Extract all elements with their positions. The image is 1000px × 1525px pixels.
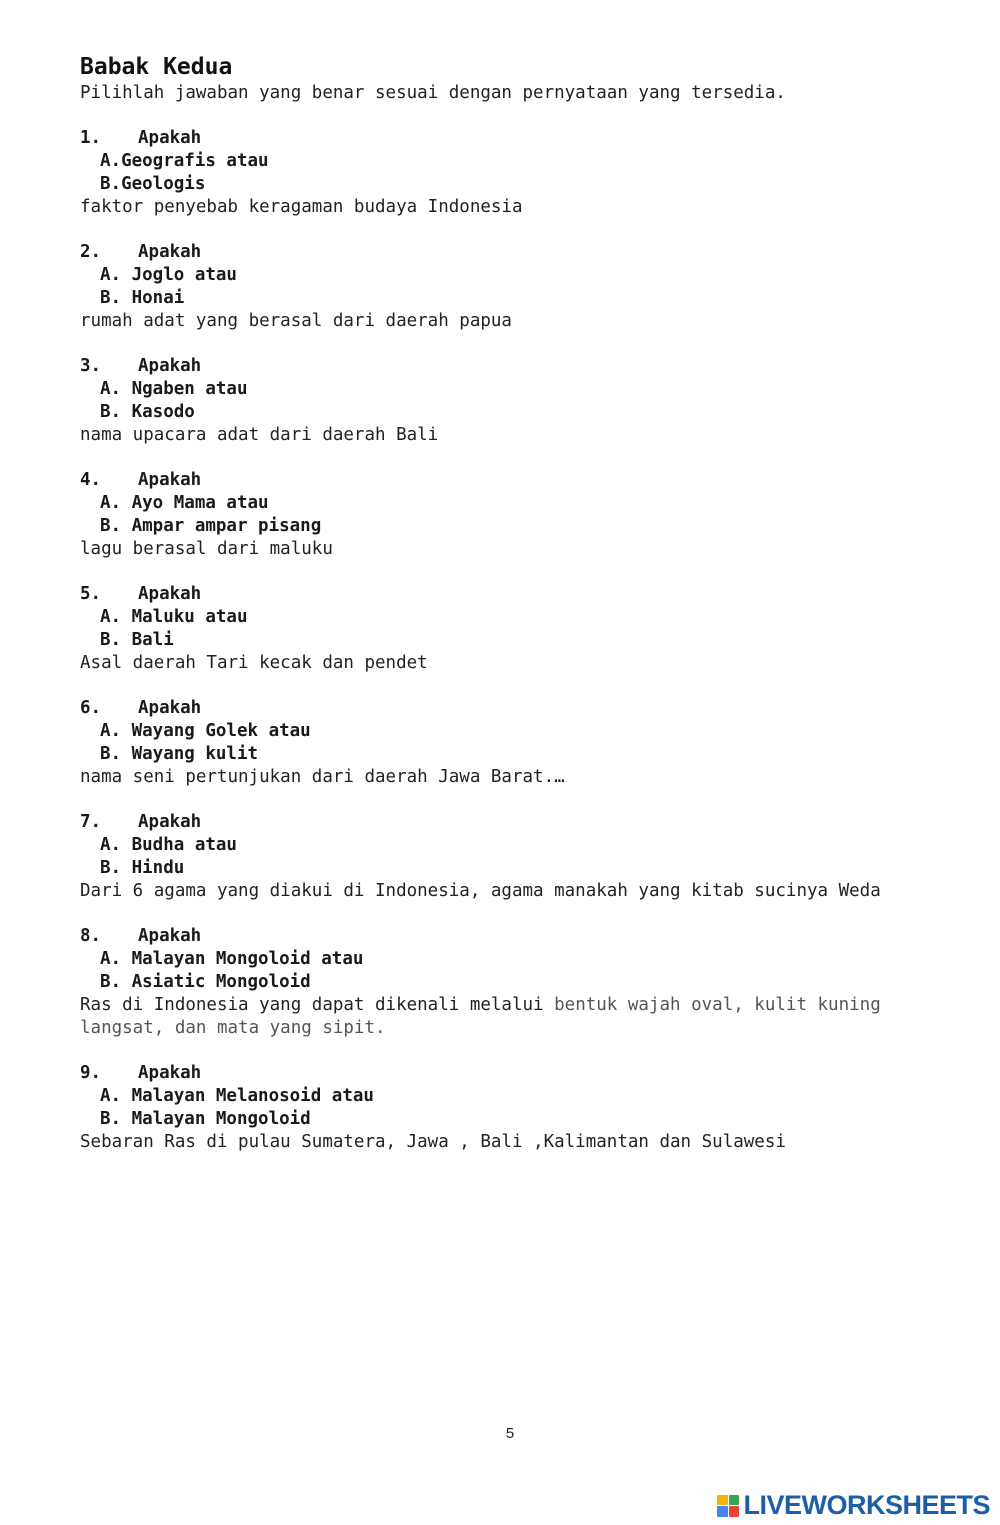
question-4 (80, 469, 940, 561)
statement-lead: Ras di Indonesia yang dapat dikenali melalui (80, 995, 555, 1015)
option-b: B. Ampar ampar pisang (100, 516, 322, 536)
brand-name: LIVEWORKSHEETS (743, 1490, 990, 1520)
question-statement: Sebaran Ras di pulau Sumatera, Jawa , Bali ,Kalimantan dan Sulawesi (80, 1132, 786, 1152)
question-prompt: Apakah (138, 128, 202, 148)
option-a: A. Wayang Golek atau (100, 721, 311, 741)
question-statement (80, 994, 940, 1040)
option-b: B. Malayan Mongoloid (100, 1109, 311, 1129)
statement-description: bentuk wajah oval, kulit kuning langsat, dan mata yang sipit. (80, 995, 881, 1038)
option-a: A. Joglo atau (100, 265, 237, 285)
option-b: B. Bali (100, 630, 174, 650)
option-b: B. Kasodo (100, 402, 195, 422)
page-number: 5 (505, 1425, 515, 1442)
question-8 (80, 925, 940, 1040)
question-9 (80, 1062, 940, 1154)
question-statement: Asal daerah Tari kecak dan pendet (80, 653, 428, 673)
option-b: B. Honai (100, 288, 185, 308)
instruction-text: Pilihlah jawaban yang benar sesuai dengan pernyataan yang tersedia. (80, 83, 786, 103)
question-1 (80, 127, 940, 219)
liveworksheets-brand[interactable] (717, 1490, 990, 1521)
option-b: B. Asiatic Mongoloid (100, 972, 311, 992)
question-2 (80, 241, 940, 333)
question-prompt: Apakah (138, 242, 202, 262)
question-prompt: Apakah (138, 812, 202, 832)
option-a: A. Malayan Mongoloid atau (100, 949, 364, 969)
question-number: 7. (80, 812, 102, 832)
question-prompt: Apakah (138, 698, 202, 718)
question-3 (80, 355, 940, 447)
question-number: 1. (80, 128, 102, 148)
option-a: A. Maluku atau (100, 607, 248, 627)
question-prompt: Apakah (138, 926, 202, 946)
question-number: 2. (80, 242, 102, 262)
question-number: 4. (80, 470, 102, 490)
question-number: 3. (80, 356, 102, 376)
question-prompt: Apakah (138, 356, 202, 376)
question-statement: nama upacara adat dari daerah Bali (80, 425, 439, 445)
option-a: A. Malayan Melanosoid atau (100, 1086, 374, 1106)
option-a: A.Geografis atau (100, 151, 269, 171)
question-number: 8. (80, 926, 102, 946)
question-statement: Dari 6 agama yang diakui di Indonesia, agama manakah yang kitab sucinya Weda (80, 881, 881, 901)
option-a: A. Ayo Mama atau (100, 493, 269, 513)
option-b: B. Hindu (100, 858, 185, 878)
question-prompt: Apakah (138, 584, 202, 604)
option-b: B. Wayang kulit (100, 744, 259, 764)
worksheet-page (80, 52, 940, 1176)
question-number: 6. (80, 698, 102, 718)
question-6 (80, 697, 940, 789)
question-statement: rumah adat yang berasal dari daerah papua (80, 311, 512, 331)
question-prompt: Apakah (138, 470, 202, 490)
question-5 (80, 583, 940, 675)
question-number: 9. (80, 1063, 102, 1083)
question-number: 5. (80, 584, 102, 604)
question-statement: faktor penyebab keragaman budaya Indonesia (80, 197, 523, 217)
liveworksheets-logo-icon (717, 1495, 739, 1517)
question-prompt: Apakah (138, 1063, 202, 1083)
question-statement: lagu berasal dari maluku (80, 539, 333, 559)
option-a: A. Ngaben atau (100, 379, 248, 399)
option-a: A. Budha atau (100, 835, 237, 855)
page-title: Babak Kedua (80, 54, 233, 80)
question-7 (80, 811, 940, 903)
option-b: B.Geologis (100, 174, 206, 194)
question-statement: nama seni pertunjukan dari daerah Jawa Barat.… (80, 767, 565, 787)
